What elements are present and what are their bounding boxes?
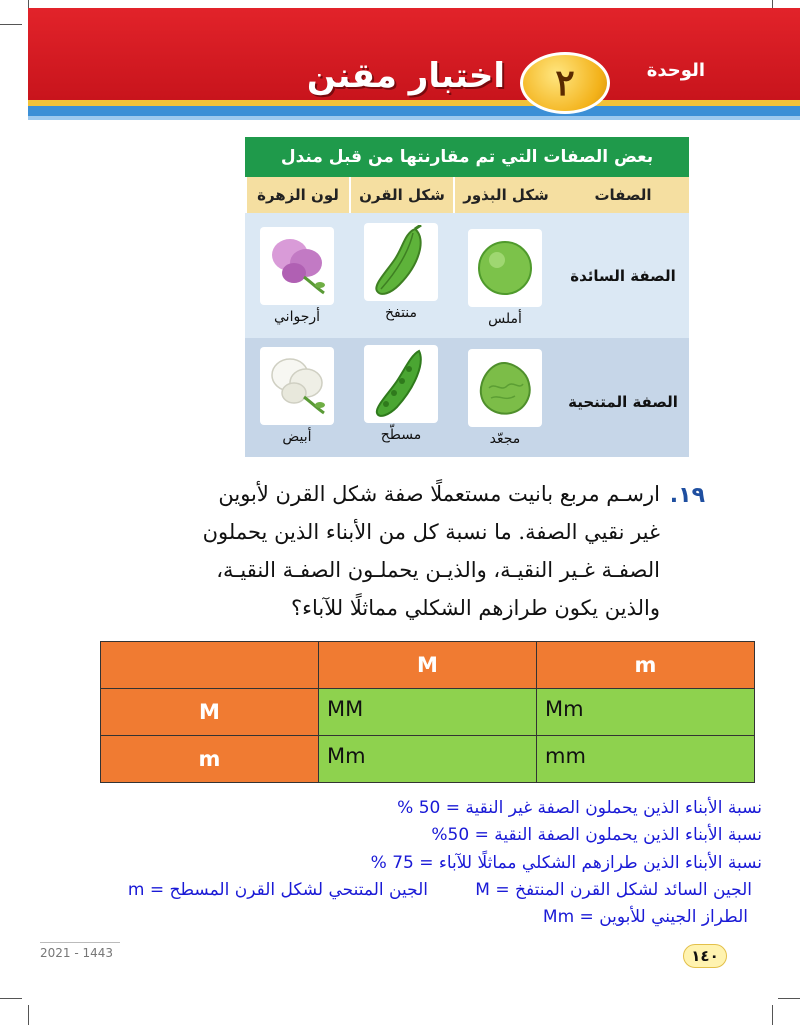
- banner-stripe: [28, 106, 800, 116]
- smooth-pea-icon: [468, 229, 542, 307]
- punnett-cell: Mm: [537, 689, 755, 736]
- cell-flat-pod: [349, 345, 453, 443]
- cell-inflated-pod: [349, 223, 453, 321]
- cell-caption: أرجواني: [274, 309, 320, 325]
- punnett-row-header: M: [101, 689, 319, 736]
- column-header-seed-shape: شكل البذور: [453, 177, 557, 213]
- crop-mark: [0, 24, 22, 25]
- crop-mark: [778, 998, 800, 999]
- punnett-cell: mm: [537, 736, 755, 783]
- traits-table: [245, 137, 689, 457]
- punnett-col-header: M: [319, 642, 537, 689]
- cell-caption: منتفخ: [384, 305, 418, 321]
- punnett-square: [100, 641, 755, 783]
- answer-line: نسبة الأبناء الذين يحملون الصفة غير النقية = 50 %: [397, 798, 762, 818]
- column-header-pod-shape: شكل القرن: [349, 177, 453, 213]
- crop-mark: [772, 1005, 773, 1025]
- column-header-flower-color: لون الزهرة: [245, 177, 349, 213]
- question-number: ١٩.: [669, 483, 705, 508]
- flat-pod-icon: [364, 345, 438, 423]
- page-number: ١٤٠: [683, 944, 727, 968]
- question-line: غير نقيي الصفة. ما نسبة كل من الأبناء الذين يحملون: [202, 520, 660, 544]
- purple-flower-icon: [260, 227, 334, 305]
- cell-caption: أبيض: [282, 429, 312, 445]
- answer-line: نسبة الأبناء الذين طرازهم الشكلي مماثلًا للآباء = 75 %: [370, 853, 762, 873]
- punnett-col-header: m: [537, 642, 755, 689]
- cell-caption: أملس: [488, 311, 522, 327]
- answer-line: الطراز الجيني للأبوين = Mm: [542, 907, 748, 927]
- question-line: الصفـة غـير النقيـة، والذيـن يحملـون الصفـة النقيـة،: [216, 558, 660, 582]
- punnett-corner: [101, 642, 319, 689]
- answer-line: الجين المتنحي لشكل القرن المسطح = m: [127, 880, 428, 900]
- answer-line: الجين السائد لشكل القرن المنتفخ = M: [475, 880, 752, 900]
- punnett-cell: Mm: [319, 736, 537, 783]
- wrinkled-pea-icon: [468, 349, 542, 427]
- banner-stripe: [28, 116, 800, 120]
- cell-caption: مسطّح: [380, 427, 422, 443]
- inflated-pod-icon: [364, 223, 438, 301]
- footer-year: 2021 - 1443: [40, 946, 114, 960]
- unit-number-badge: ٢: [520, 52, 610, 114]
- unit-label: الوحدة: [646, 60, 705, 81]
- crop-mark: [28, 1005, 29, 1025]
- question-line: ارسـم مربع بانيت مستعملًا صفة شكل القرن لأبوين: [218, 482, 660, 506]
- row-header-dominant: الصفة السائدة: [570, 267, 676, 285]
- cell-smooth-seed: [453, 229, 557, 327]
- cell-caption: مجعّد: [489, 431, 521, 447]
- footer-divider: [40, 942, 120, 943]
- punnett-cell: MM: [319, 689, 537, 736]
- page-title: اختبار مقنن: [306, 56, 505, 96]
- white-flower-icon: [260, 347, 334, 425]
- question-line: والذين يكون طرازهم الشكلي مماثلًا للآباء؟: [290, 596, 660, 620]
- cell-wrinkled-seed: [453, 349, 557, 447]
- answer-line: نسبة الأبناء الذين يحملون الصفة النقية = 50%: [431, 825, 762, 845]
- traits-table-title: بعض الصفات التي تم مقارنتها من قبل مندل: [245, 137, 689, 177]
- crop-mark: [0, 998, 22, 999]
- cell-purple-flower: [245, 227, 349, 325]
- row-header-recessive: الصفة المتنحية: [568, 393, 678, 411]
- punnett-row-header: m: [101, 736, 319, 783]
- column-header-traits: الصفات: [557, 177, 689, 213]
- cell-white-flower: [245, 347, 349, 445]
